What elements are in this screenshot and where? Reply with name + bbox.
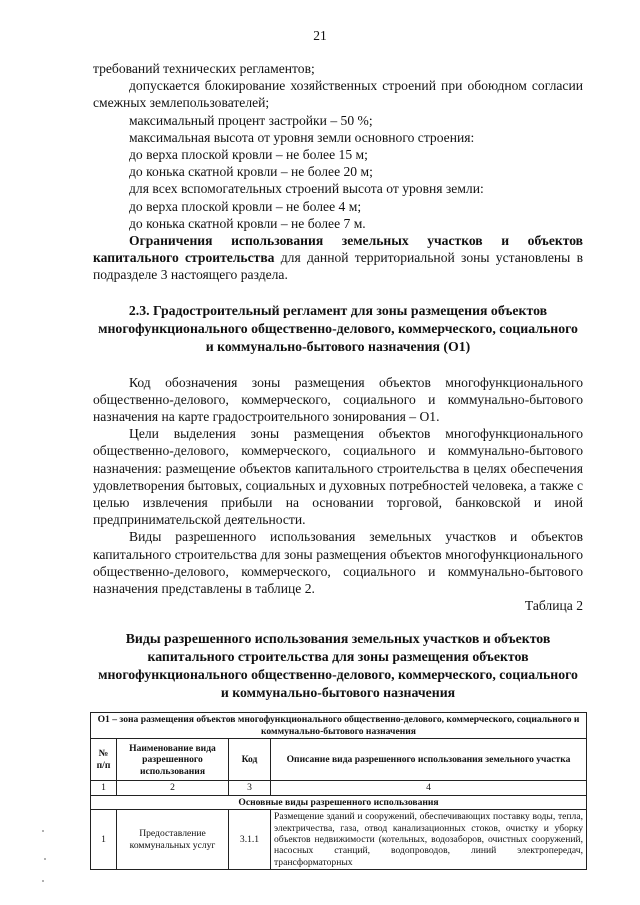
header-name: Наименование вида разрешенного использования (117, 739, 229, 781)
header-num: № п/п (91, 739, 117, 781)
body-paragraph: допускается блокирование хозяйственных строений при обоюдном согласии смежных землепользователей; (93, 78, 583, 111)
body-line: максимальная высота от уровня земли основного строения: (129, 129, 475, 145)
zone-title-row (91, 713, 587, 739)
scan-speck (42, 880, 44, 882)
row-name: Предоставление коммунальных услуг (117, 810, 229, 870)
row-num: 1 (91, 810, 117, 870)
col-number: 3 (229, 781, 271, 795)
col-number: 4 (271, 781, 587, 795)
zones-table (90, 712, 587, 870)
body-paragraph: Виды разрешенного использования земельных участков и объектов капитального строительства для зоны размещения объектов многофункционального общественно-делового, коммерческого, социального и коммунально-бытового назначения представлены в таблице 2. (93, 529, 583, 597)
body-line: для всех вспомогательных строений высота от уровня земли: (129, 181, 484, 197)
page-body (93, 60, 583, 870)
column-number-row (91, 781, 587, 795)
restriction-paragraph (93, 232, 583, 284)
scan-speck (42, 830, 44, 832)
restriction-rest: для данной территориальной зоны установлены в подразделе 3 настоящего раздела. (93, 250, 583, 283)
body-line: требований технических регламентов; (93, 61, 315, 76)
row-code: 3.1.1 (229, 810, 271, 870)
table-heading: Виды разрешенного использования земельных участков и объектов капитального строительства для зоны размещения объектов многофункционального общественно-делового, коммерческого, социального и коммунально-бытового назначения (98, 631, 578, 701)
scan-speck (44, 858, 46, 860)
row-description: Размещение зданий и сооружений, обеспечивающих поставку воды, тепла, электричества, газа, отвод канализационных стоков, очистку и уборку объектов недвижимости (котельных, водозаборов, очистных сооружений, насосных станций, водопроводов, линий электропередач, трансформаторных (271, 810, 587, 870)
body-line: до конька скатной кровли – не более 7 м. (129, 215, 366, 231)
body-line: до верха плоской кровли – не более 4 м; (129, 198, 362, 214)
body-line: до верха плоской кровли – не более 15 м; (129, 147, 368, 163)
table-row (91, 810, 587, 870)
col-number: 1 (91, 781, 117, 795)
table-label: Таблица 2 (524, 598, 583, 614)
zone-title-cell: О1 – зона размещения объектов многофункционального общественно-делового, коммерческого, социального и коммунально-бытового назначения (91, 713, 587, 739)
body-paragraph: Цели выделения зоны размещения объектов многофункционального общественно-делового, коммерческого, социального и коммунально-бытового назначения: размещение объектов капитального строительства в целях обеспечения удовлетворения бытовых, социальных и духовных потребностей человека, а также с целью извлечения прибыли на основании торговой, банковской и иной предпринимательской деятельности. (93, 426, 583, 528)
section-heading: 2.3. Градостроительный регламент для зоны размещения объектов многофункционального общественно-делового, коммерческого, социального и коммунально-бытового назначения (О1) (98, 302, 578, 354)
header-code: Код (229, 739, 271, 781)
restriction-bold: Ограничения использования земельных участков и объектов капитального строительства (93, 233, 583, 266)
page-number: 21 (313, 28, 327, 43)
body-line: максимальный процент застройки – 50 %; (129, 112, 373, 128)
header-description: Описание вида разрешенного использования земельного участка (271, 739, 587, 781)
group-title-row (91, 795, 587, 809)
col-number: 2 (117, 781, 229, 795)
header-row (91, 739, 587, 781)
group-title-cell: Основные виды разрешенного использования (91, 795, 587, 809)
body-line: до конька скатной кровли – не более 20 м; (129, 164, 373, 180)
body-paragraph: Код обозначения зоны размещения объектов многофункционального общественно-делового, коммерческого, социального и коммунально-бытового назначения на карте градостроительного зонирования – О1. (93, 374, 583, 425)
